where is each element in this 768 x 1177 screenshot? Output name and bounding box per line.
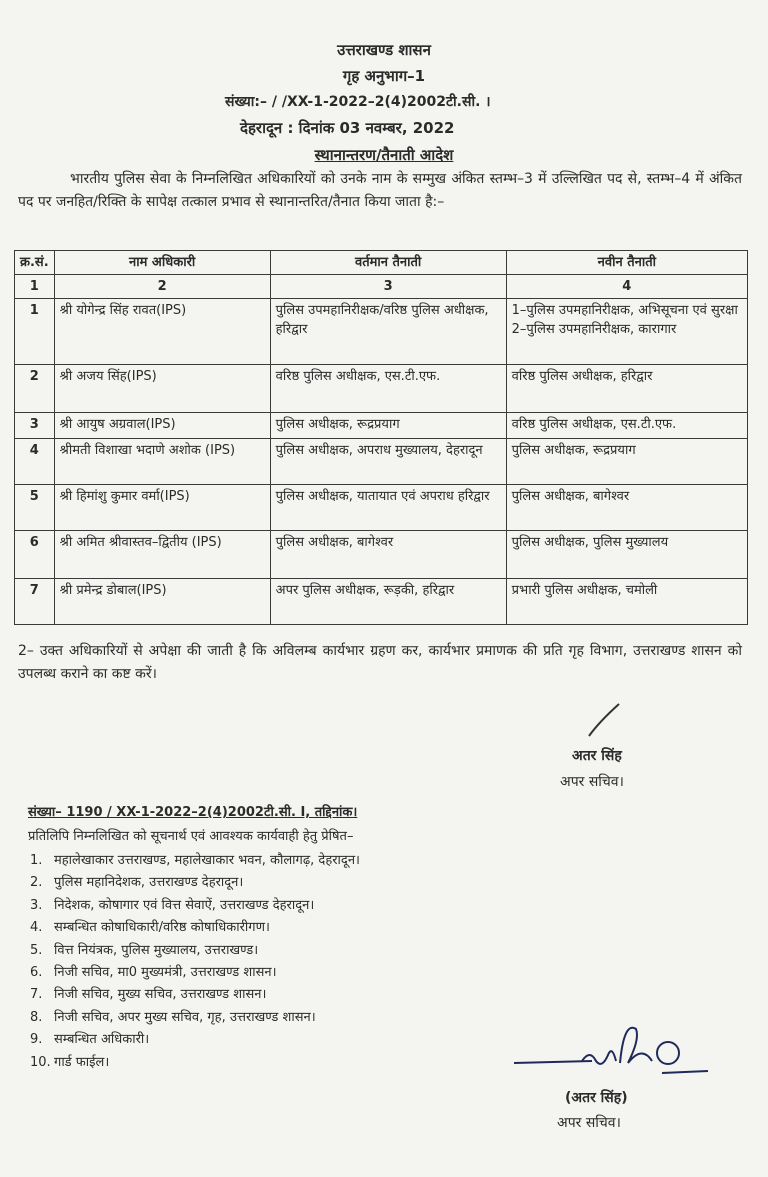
signatory-title-2: अपर सचिव। [557,1115,621,1131]
signatory-name: अतर सिंह [572,748,622,764]
row-name: श्री प्रमेन्द्र डोबाल(IPS) [54,579,270,625]
row-sn: 4 [15,439,55,485]
list-item [30,984,360,1006]
table-row [15,299,748,365]
row-sn: 6 [15,531,55,579]
table-header-row [15,251,748,275]
list-item-text: पुलिस महानिदेशक, उत्तराखण्ड देहरादून। [54,875,244,891]
instruction-paragraph: 2– उक्त अधिकारियों से अपेक्षा की जाती है कि अविलम्ब कार्यभार ग्रहण कर, कार्यभार प्रमाणक की प्रति गृह विभाग, उत्तराखण्ड शासन को उपलब्ध कराने का कष्ट करें। [18,643,742,682]
header-new: नवीन तैनाती [506,251,747,275]
list-item-text: महालेखाकार उत्तराखण्ड, महालेखाकार भवन, कौलागढ़, देहरादून। [54,853,360,868]
list-item [30,850,360,872]
list-item-number: 2. [30,875,43,891]
row-sn: 7 [15,579,55,625]
row-new: पुलिस अधीक्षक, रूद्रप्रयाग [506,439,747,485]
signatory-name-2: (अतर सिंह) [565,1090,628,1106]
table-row [15,413,748,439]
row-current: पुलिस अधीक्षक, अपराध मुख्यालय, देहरादून [270,439,506,485]
list-item-text: निजी सचिव, मा0 मुख्यमंत्री, उत्तराखण्ड शासन। [54,964,277,980]
list-item [30,962,360,984]
row-new: पुलिस अधीक्षक, बागेश्वर [506,485,747,531]
table-row [15,365,748,413]
list-item [30,1052,360,1074]
row-name: श्री आयुष अग्रवाल(IPS) [54,413,270,439]
colnum-2: 2 [54,275,270,299]
signature-mark [585,700,625,740]
row-name: श्री अजय सिंह(IPS) [54,365,270,413]
row-name: श्री हिमांशु कुमार वर्मा(IPS) [54,485,270,531]
row-new: 1–पुलिस उपमहानिरीक्षक, अभिसूचना एवं सुरक्षा 2–पुलिस उपमहानिरीक्षक, कारागार [506,299,747,365]
list-item-text: निजी सचिव, अपर मुख्य सचिव, गृह, उत्तराखण्ड शासन। [54,1009,316,1025]
list-item-text: सम्बन्धित कोषाधिकारी/वरिष्ठ कोषाधिकारीगण। [54,920,270,936]
list-item-number: 5. [30,942,43,958]
row-sn: 5 [15,485,55,531]
table-row [15,485,748,531]
table-row [15,579,748,625]
list-item-number: 4. [30,920,43,936]
transfer-table [14,250,748,625]
list-item [30,917,360,939]
copy-list [30,850,360,1074]
list-item [30,1029,360,1051]
table-row [15,439,748,485]
list-item-number: 7. [30,987,43,1003]
row-sn: 3 [15,413,55,439]
list-item [30,940,360,962]
list-item [30,872,360,894]
row-name: श्रीमती विशाखा भदाणे अशोक (IPS) [54,439,270,485]
copy-reference: संख्या– 1190 / XX-1-2022–2(4)2002टी.सी. I, तद्दिनांक। [28,805,358,820]
government-heading: उत्तराखण्ड शासन [337,41,431,59]
header-current: वर्तमान तैनाती [270,251,506,275]
list-item-text: निदेशक, कोषागार एवं वित्त सेवाऐं, उत्तराखण्ड देहरादून। [54,897,315,913]
colnum-3: 3 [270,275,506,299]
row-current: अपर पुलिस अधीक्षक, रूड़की, हरिद्वार [270,579,506,625]
header-name: नाम अधिकारी [54,251,270,275]
row-name: श्री अमित श्रीवास्तव–द्वितीय (IPS) [54,531,270,579]
header-sn: क्र.सं. [15,251,55,275]
row-new: प्रभारी पुलिस अधीक्षक, चमोली [506,579,747,625]
list-item-number: 3. [30,897,43,913]
row-sn: 2 [15,365,55,413]
list-item-number: 8. [30,1009,43,1025]
row-new: पुलिस अधीक्षक, पुलिस मुख्यालय [506,531,747,579]
list-item [30,895,360,917]
list-item-text: निजी सचिव, मुख्य सचिव, उत्तराखण्ड शासन। [54,987,267,1003]
row-current: पुलिस उपमहानिरीक्षक/वरिष्ठ पुलिस अधीक्षक, हरिद्वार [270,299,506,365]
row-sn: 1 [15,299,55,365]
row-current: वरिष्ठ पुलिस अधीक्षक, एस.टी.एफ. [270,365,506,413]
list-item-text: वित्त नियंत्रक, पुलिस मुख्यालय, उत्तराखण्ड। [54,942,259,958]
list-item-number: 6. [30,964,43,980]
row-new: वरिष्ठ पुलिस अधीक्षक, हरिद्वार [506,365,747,413]
order-subject: स्थानान्तरण/तैनाती आदेश [314,146,454,164]
row-new: वरिष्ठ पुलिस अधीक्षक, एस.टी.एफ. [506,413,747,439]
column-number-row [15,275,748,299]
row-current: पुलिस अधीक्षक, बागेश्वर [270,531,506,579]
intro-paragraph: भारतीय पुलिस सेवा के निम्नलिखित अधिकारियों को उनके नाम के सम्मुख अंकित स्तम्भ–3 में उल्लिखित पद से, स्तम्भ–4 में अंकित पद पर जनहित/रिक्ति के सापेक्ष तत्काल प्रभाव से स्थानान्तरित/तैनात किया जाता है:– [18,171,742,210]
row-current: पुलिस अधीक्षक, यातायात एवं अपराध हरिद्वार [270,485,506,531]
list-item-number: 9. [30,1032,43,1048]
signatory-title: अपर सचिव। [560,774,624,790]
list-item-text: सम्बन्धित अधिकारी। [54,1032,150,1048]
list-item-text: गार्ड फाईल। [54,1054,110,1070]
list-item-number: 1. [30,853,43,868]
department-heading: गृह अनुभाग–1 [342,67,426,85]
copy-intro: प्रतिलिपि निम्नलिखित को सूचनार्थ एवं आवश्यक कार्यवाही हेतु प्रेषित– [28,829,354,844]
colnum-4: 4 [506,275,747,299]
reference-number: संख्या:– / /XX-1-2022–2(4)2002टी.सी. । [225,94,491,110]
row-name: श्री योगेन्द्र सिंह रावत(IPS) [54,299,270,365]
row-current: पुलिस अधीक्षक, रूद्रप्रयाग [270,413,506,439]
list-item [30,1007,360,1029]
colnum-1: 1 [15,275,55,299]
table-row [15,531,748,579]
handwritten-signature [512,1015,712,1085]
place-date: देहरादून : दिनांक 03 नवम्बर, 2022 [240,119,455,137]
list-item-number: 10. [30,1054,51,1070]
